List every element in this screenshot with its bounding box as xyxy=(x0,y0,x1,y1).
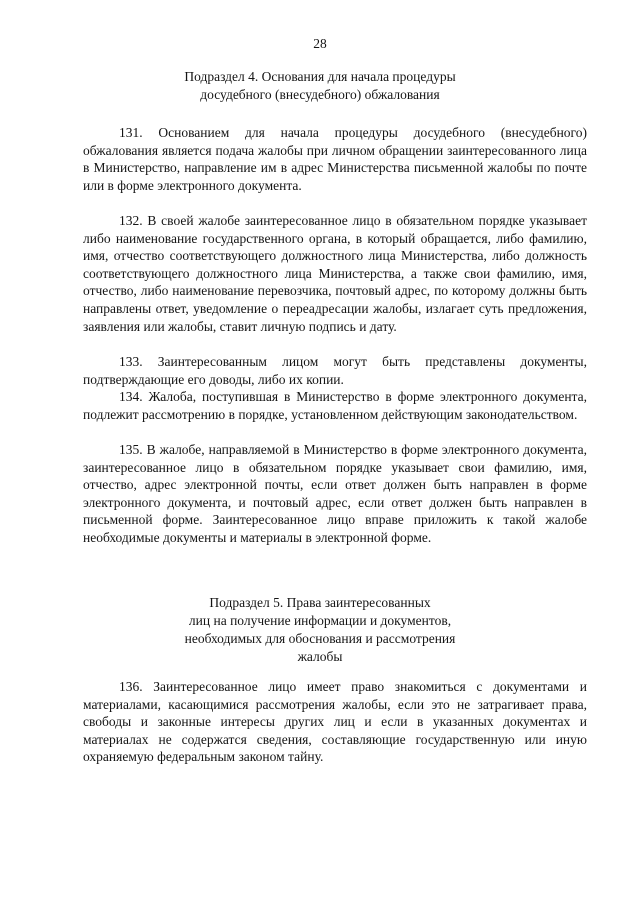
heading-line: Подраздел 4. Основания для начала процедуры xyxy=(184,69,456,84)
paragraph-132: 132. В своей жалобе заинтересованное лицо в обязательном порядке указывает либо наименование государственного органа, в который обращается, либо фамилию, имя, отчество соответствующего должностного лица Министерства, либо должность соответствующего должностного лица Министерства, а также свои фамилию, имя, отчество, либо наименование перевозчика, почтовый адрес, по которому должны быть направлены ответ, уведомление о переадресации жалобы, излагает суть предложения, заявления или жалобы, ставит личную подпись и дату. xyxy=(83,213,587,334)
heading-line: жалобы xyxy=(297,649,343,664)
heading-line: лиц на получение информации и документов, xyxy=(188,613,452,628)
subsection-5-heading xyxy=(0,594,640,666)
paragraph-131: 131. Основанием для начала процедуры досудебного (внесудебного) обжалования является подача жалобы при личном обращении заинтересованного лица в Министерство, направление им в адрес Министерства письменной жалобы по почте или в форме электронного документа. xyxy=(83,125,587,193)
paragraph-136: 136. Заинтересованное лицо имеет право знакомиться с документами и материалами, касающимися рассмотрения жалобы, если это не затрагивает права, свободы и законные интересы других лиц и если в указанных документах и материалах не содержатся сведения, составляющие государственную или иную охраняемую федеральным законом тайну. xyxy=(83,679,587,765)
paragraph-134: 134. Жалоба, поступившая в Министерство в форме электронного документа, подлежит рассмотрению в порядке, установленном действующим законодательством. xyxy=(83,389,587,422)
paragraph-133: 133. Заинтересованным лицом могут быть представлены документы, подтверждающие его доводы, либо их копии. xyxy=(83,354,587,387)
heading-line: необходимых для обоснования и рассмотрения xyxy=(184,631,456,646)
heading-line: Подраздел 5. Права заинтересованных xyxy=(209,595,431,610)
page-number: 28 xyxy=(313,36,327,51)
subsection-4-heading xyxy=(0,68,640,104)
paragraph-135: 135. В жалобе, направляемой в Министерство в форме электронного документа, заинтересованное лицо в обязательном порядке указывает свои фамилию, имя, отчество, адрес электронной почты, если ответ должен быть направлен в форме электронного документа, и почтовый адрес, если ответ должен быть направлен в письменной форме. Заинтересованное лицо вправе приложить к такой жалобе необходимые документы и материалы в электронной форме. xyxy=(83,442,587,545)
heading-line: досудебного (внесудебного) обжалования xyxy=(200,87,440,102)
